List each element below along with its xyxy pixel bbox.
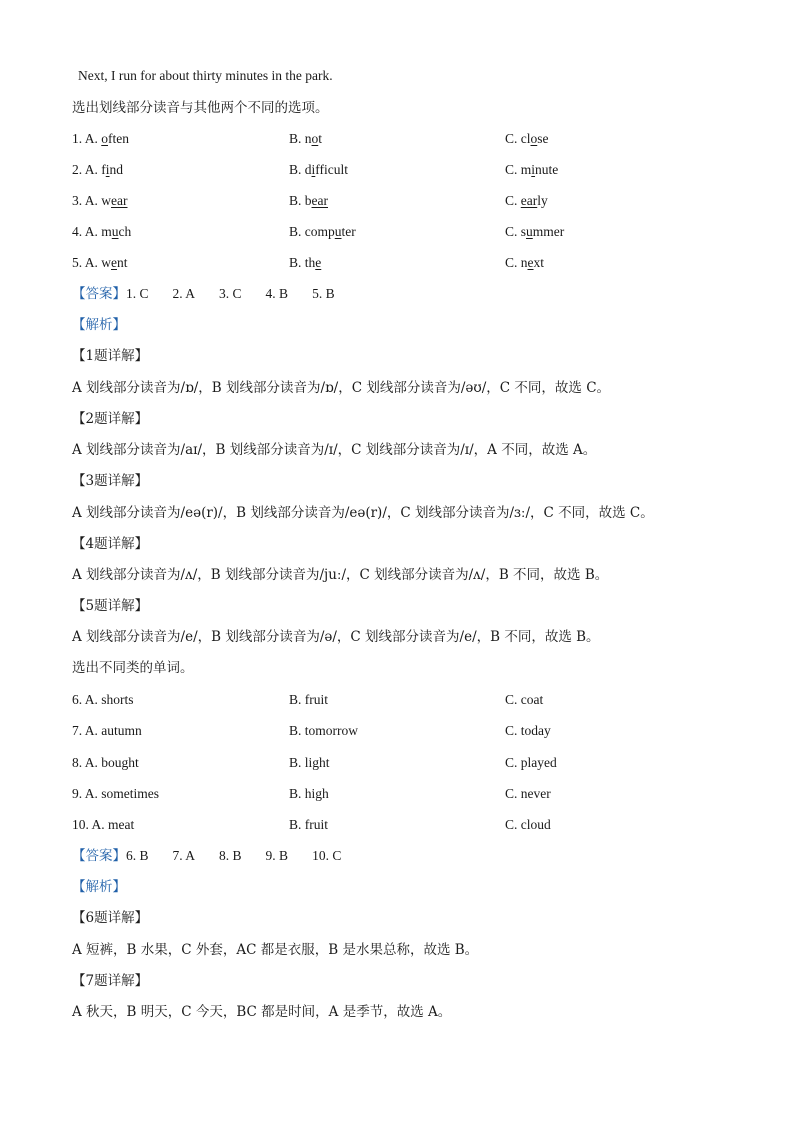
- detail-tag: 【5题详解】: [72, 598, 149, 614]
- detail-text: A 划线部分读音为/ʌ/，B 划线部分读音为/juː/，C 划线部分读音为/ʌ/，B 不同，故选 B。: [72, 567, 609, 583]
- detail-text: A 划线部分读音为/e/，B 划线部分读音为/ə/，C 划线部分读音为/e/，B 不同，故选 B。: [72, 629, 600, 645]
- detail-tag: 【6题详解】: [72, 910, 149, 926]
- detail-text: A 短裤，B 水果，C 外套，AC 都是衣服，B 是水果总称，故选 B。: [72, 942, 479, 958]
- option-c: C. summer: [505, 224, 565, 239]
- option-b: B. not: [289, 131, 323, 146]
- option-b: B. fruit: [289, 692, 328, 707]
- option-b: B. tomorrow: [289, 723, 358, 738]
- option-a: 8. A. bought: [72, 755, 139, 770]
- option-b: B. light: [289, 755, 330, 770]
- section1-heading: 选出划线部分读音与其他两个不同的选项。: [72, 100, 329, 116]
- option-c: C. coat: [505, 692, 544, 707]
- answer-line-1: 【答案】1. C 2. A 3. C 4. B 5. B: [72, 286, 335, 301]
- answer-tag: 【答案】: [72, 286, 126, 301]
- option-a: 10. A. meat: [72, 817, 135, 832]
- detail-tag: 【1题详解】: [72, 348, 149, 364]
- option-c: C. cloud: [505, 817, 551, 832]
- answer-line-2: 【答案】6. B 7. A 8. B 9. B 10. C: [72, 848, 342, 863]
- answer-tag: 【答案】: [72, 848, 126, 863]
- option-c: C. played: [505, 755, 557, 770]
- option-a: 3. A. wear: [72, 193, 128, 208]
- option-b: B. the: [289, 255, 322, 270]
- option-c: C. close: [505, 131, 549, 146]
- analysis-tag: 【解析】: [72, 317, 126, 333]
- option-a: 7. A. autumn: [72, 723, 142, 738]
- detail-text: A 秋天，B 明天，C 今天，BC 都是时间，A 是季节，故选 A。: [72, 1004, 452, 1020]
- detail-text: A 划线部分读音为/eə(r)/，B 划线部分读音为/eə(r)/，C 划线部分读音为/ɜː/，C 不同，故选 C。: [72, 505, 654, 521]
- option-b: B. bear: [289, 193, 328, 208]
- option-b: B. fruit: [289, 817, 328, 832]
- option-c: C. early: [505, 193, 548, 208]
- option-a: 4. A. much: [72, 224, 132, 239]
- detail-tag: 【7题详解】: [72, 973, 149, 989]
- option-c: C. minute: [505, 162, 559, 177]
- option-c: C. next: [505, 255, 545, 270]
- option-a: 1. A. often: [72, 131, 130, 146]
- analysis-tag: 【解析】: [72, 879, 126, 895]
- option-b: B. computer: [289, 224, 356, 239]
- option-c: C. today: [505, 723, 551, 738]
- option-c: C. never: [505, 786, 551, 801]
- intro-sentence: Next, I run for about thirty minutes in the park.: [78, 68, 333, 83]
- detail-text: A 划线部分读音为/aɪ/，B 划线部分读音为/ɪ/，C 划线部分读音为/ɪ/，A 不同，故选 A。: [72, 442, 597, 458]
- option-a: 6. A. shorts: [72, 692, 134, 707]
- option-b: B. difficult: [289, 162, 349, 177]
- detail-text: A 划线部分读音为/ɒ/，B 划线部分读音为/ɒ/，C 划线部分读音为/əʊ/，C 不同，故选 C。: [72, 380, 611, 396]
- detail-tag: 【4题详解】: [72, 536, 149, 552]
- section2-heading: 选出不同类的单词。: [72, 660, 194, 676]
- detail-tag: 【2题详解】: [72, 411, 149, 427]
- detail-tag: 【3题详解】: [72, 473, 149, 489]
- option-b: B. high: [289, 786, 329, 801]
- option-a: 5. A. went: [72, 255, 128, 270]
- option-a: 9. A. sometimes: [72, 786, 159, 801]
- option-a: 2. A. find: [72, 162, 124, 177]
